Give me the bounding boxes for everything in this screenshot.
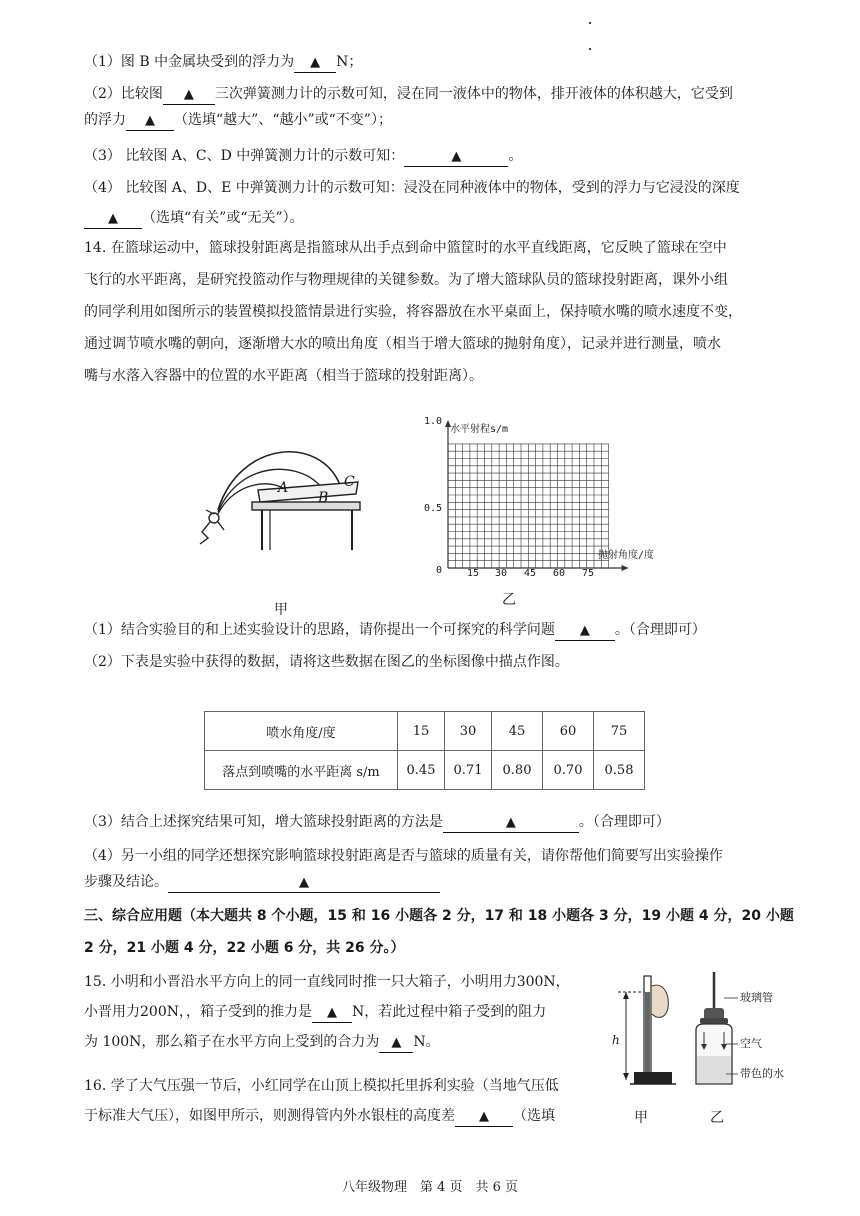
figure-yi-xtick: 15	[467, 568, 480, 579]
figure-yi-ytick: 0.5	[424, 503, 443, 514]
q14-sub2: （2）下表是实验中获得的数据，请将这些数据在图乙的坐标图像中描点作图。	[84, 654, 569, 670]
q14-intro-line: 飞行的水平距离，是研究投篮动作与物理规律的关键参数。为了增大篮球队员的篮球投射距离，课外小组	[84, 272, 728, 288]
q13-part2: （2）比较图 ▲ 三次弹簧测力计的示数可知，浸在同一液体中的物体，排开液体的体积越大，它受到	[84, 84, 733, 105]
q14-intro-line: 14. 在篮球运动中，篮球投射距离是指篮球从出手点到命中篮筐时的水平直线距离，它反映了篮球在空中	[84, 240, 727, 256]
table-cell: 0.58	[594, 751, 645, 790]
table-cell: 45	[492, 712, 543, 751]
data-table	[204, 711, 645, 790]
q14-intro-line: 嘴与水落入容器中的位置的水平距离（相当于篮球的投射距离）。	[84, 368, 483, 384]
table-cell: 60	[543, 712, 594, 751]
figure-yi-xtick: 45	[524, 568, 537, 579]
answer-blank[interactable]: ▲	[455, 1108, 513, 1127]
q14-sub3: （3）结合上述探究结果可知，增大篮球投射距离的方法是 ▲ 。（合理即可）	[84, 812, 670, 833]
q14-sub1: （1）结合实验目的和上述实验设计的思路，请你提出一个可探究的科学问题 ▲ 。（合理即可）	[84, 620, 706, 641]
figure-yi-xtick: 60	[553, 568, 566, 579]
figure-yi-xtick: 75	[582, 568, 595, 579]
q16-line: 16. 学了大气压强一节后，小红同学在山顶上模拟托里拆利实验（当地气压低	[84, 1078, 559, 1094]
answer-blank[interactable]: ▲	[312, 1004, 352, 1023]
answer-blank[interactable]: ▲	[555, 622, 615, 641]
table-cell: 0.71	[445, 751, 492, 790]
q14-sub4-cont: 步骤及结论。 ▲	[84, 872, 440, 893]
q15-line: 15. 小明和小晋沿水平方向上的同一直线同时推一只大箱子，小明用力300N，	[84, 974, 570, 990]
scan-dot	[589, 22, 591, 24]
q14-intro-line: 通过调节喷水嘴的朝向，逐渐增大水的喷出角度（相当于增大篮球的抛射角度），记录并进行测量，喷水	[84, 336, 721, 352]
answer-blank[interactable]: ▲	[443, 814, 579, 833]
figure-q16-caption-yi: 乙	[710, 1110, 724, 1126]
table-cell: 0.70	[543, 751, 594, 790]
figure-yi-ytick: 1.0	[424, 416, 443, 427]
q13-part3: （3） 比较图 A、C、D 中弹簧测力计的示数可知： ▲ 。	[84, 146, 522, 167]
answer-blank[interactable]: ▲	[126, 112, 174, 131]
answer-blank[interactable]: ▲	[84, 210, 142, 229]
figure-q16-label-water: 带色的水	[740, 1067, 784, 1080]
figure-jia-label-b: B	[318, 490, 329, 506]
figure-q16-h-label: h	[612, 1033, 620, 1047]
q13-part4: （4） 比较图 A、D、E 中弹簧测力计的示数可知：浸没在同种液体中的物体，受到的浮力与它浸没的深度	[84, 180, 740, 196]
figure-yi-xlabel: 抛射角度/度	[598, 550, 655, 561]
q15-line: 小晋用力200N，，箱子受到的推力是 ▲ N，若此过程中箱子受到的阻力	[84, 1002, 546, 1023]
q14-intro-line: 的同学利用如图所示的装置模拟投篮情景进行实验，将容器放在水平桌面上，保持喷水嘴的喷水速度不变，	[84, 304, 742, 320]
table-row	[205, 751, 645, 790]
q15-line: 为 100N，那么箱子在水平方向上受到的合力为 ▲ N。	[84, 1032, 440, 1053]
table-cell: 75	[594, 712, 645, 751]
figure-jia-label-a: A	[278, 480, 289, 496]
figure-yi-origin: 0	[436, 565, 443, 576]
table-cell: 15	[398, 712, 445, 751]
figure-yi-xtick: 30	[495, 568, 508, 579]
section3-heading-cont: 2 分，21 小题 4 分，22 小题 6 分，共 26 分。）	[84, 940, 405, 956]
answer-blank[interactable]: ▲	[379, 1034, 413, 1053]
figure-q16-label-air: 空气	[740, 1037, 762, 1050]
q13-part2-cont: 的浮力 ▲ （选填“越大”、“越小”或“不变”）；	[84, 110, 392, 131]
figure-yi-caption: 乙	[502, 592, 516, 608]
table-cell: 0.45	[398, 751, 445, 790]
table-header-cell: 喷水角度/度	[205, 712, 398, 751]
figure-yi-ylabel: 水平射程s/m	[450, 424, 509, 435]
page-footer: 八年级物理 第 4 页 共 6 页	[341, 1180, 519, 1195]
figure-jia-apparatus	[180, 440, 370, 555]
q13-part1: （1）图 B 中金属块受到的浮力为 ▲ N；	[84, 52, 362, 73]
table-header-cell: 落点到喷嘴的水平距离 s/m	[205, 751, 398, 790]
answer-blank[interactable]: ▲	[168, 874, 440, 893]
table-cell: 0.80	[492, 751, 543, 790]
figure-jia-caption: 甲	[274, 602, 288, 618]
answer-blank[interactable]: ▲	[404, 148, 508, 167]
section3-heading: 三、综合应用题（本大题共 8 个小题，15 和 16 小题各 2 分，17 和 18 小题各 3 分，19 小题 4 分，20 小题	[84, 908, 794, 924]
figure-q16-label-tube: 玻璃管	[740, 991, 773, 1004]
figure-q16-caption-jia: 甲	[634, 1110, 648, 1126]
q13-part4-cont: ▲ （选填“有关”或“无关”）。	[84, 208, 304, 229]
answer-blank[interactable]: ▲	[163, 86, 215, 105]
scan-dot	[589, 48, 591, 50]
q16-line: 于标准大气压），如图甲所示，则测得管内外水银柱的高度差 ▲ （选填	[84, 1106, 555, 1127]
table-cell: 30	[445, 712, 492, 751]
table-row	[205, 712, 645, 751]
answer-blank[interactable]: ▲	[294, 54, 336, 73]
figure-jia-label-c: C	[344, 474, 355, 490]
q14-sub4: （4）另一小组的同学还想探究影响篮球投射距离是否与篮球的质量有关，请你帮他们简要写出实验操作	[84, 848, 723, 864]
